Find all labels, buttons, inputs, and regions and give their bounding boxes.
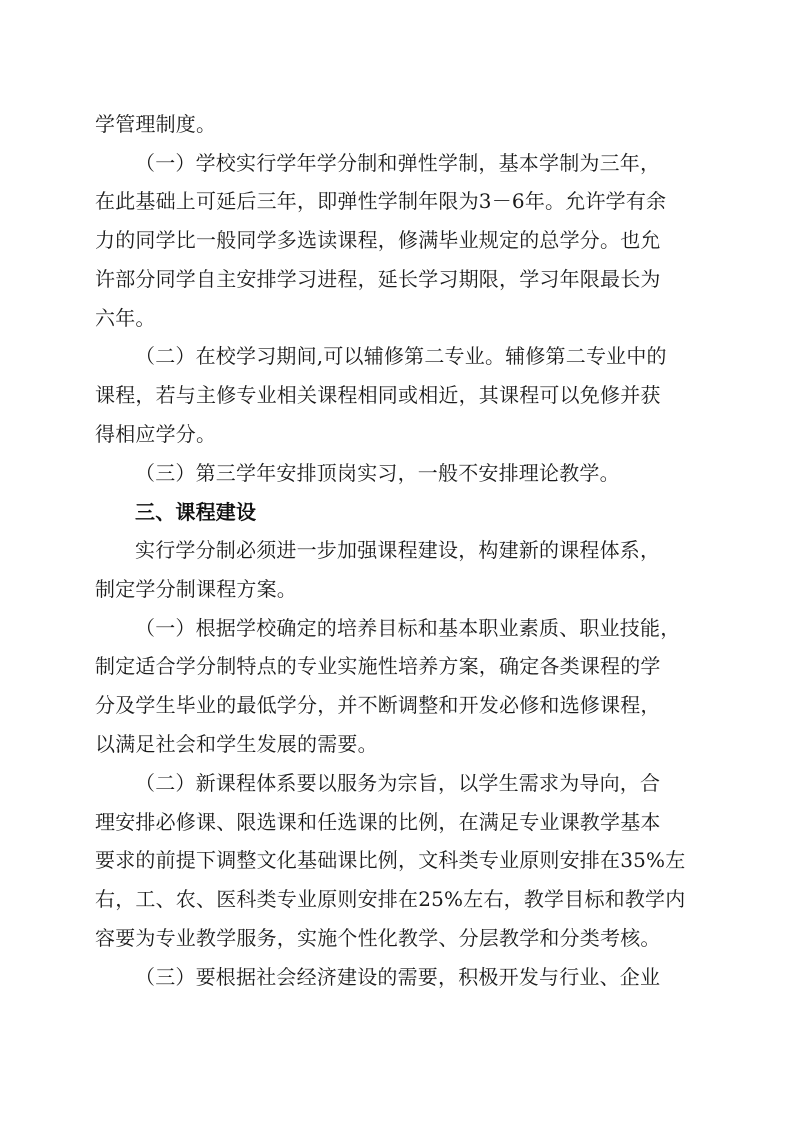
text-line: 右，工、农、医科类专业原则安排在25%左右，教学目标和教学内: [95, 887, 686, 911]
section-heading: 三、课程建设: [135, 500, 257, 524]
text-line: 力的同学比一般同学多选读课程，修满毕业规定的总学分。也允: [95, 228, 661, 252]
text-line: 得相应学分。: [95, 422, 217, 446]
text-line: 在此基础上可延后三年，即弹性学制年限为3－6年。允许学有余: [95, 189, 667, 213]
text-line: （三）要根据社会经济建设的需要，积极开发与行业、企业: [135, 965, 661, 989]
text-line: 要求的前提下调整文化基础课比例，文科类专业原则安排在35%左: [95, 848, 686, 872]
text-line: 实行学分制必须进一步加强课程建设，构建新的课程体系，: [135, 538, 661, 562]
text-line: （二）新课程体系要以服务为宗旨，以学生需求为导向，合: [135, 771, 661, 795]
text-line: 制定学分制课程方案。: [95, 577, 297, 601]
text-line: （二）在校学习期间,可以辅修第二专业。辅修第二专业中的: [135, 344, 667, 368]
text-line: 课程，若与主修专业相关课程相同或相近，其课程可以免修并获: [95, 383, 661, 407]
text-line: （一）学校实行学年学分制和弹性学制，基本学制为三年，: [135, 151, 661, 175]
text-line: 制定适合学分制特点的专业实施性培养方案，确定各类课程的学: [95, 654, 661, 678]
text-line: （三）第三学年安排顶岗实习，一般不安排理论教学。: [135, 461, 620, 485]
text-line: 许部分同学自主安排学习进程，延长学习期限，学习年限最长为: [95, 267, 661, 291]
text-line: 分及学生毕业的最低学分，并不断调整和开发必修和选修课程，: [95, 693, 661, 717]
text-line: 理安排必修课、限选课和任选课的比例，在满足专业课教学基本: [95, 810, 661, 834]
text-line: 六年。: [95, 306, 156, 330]
text-line: 容要为专业教学服务，实施个性化教学、分层教学和分类考核。: [95, 926, 661, 950]
text-line: 以满足社会和学生发展的需要。: [95, 732, 378, 756]
text-line: 学管理制度。: [95, 112, 217, 136]
text-line: （一）根据学校确定的培养目标和基本职业素质、职业技能，: [135, 616, 681, 640]
